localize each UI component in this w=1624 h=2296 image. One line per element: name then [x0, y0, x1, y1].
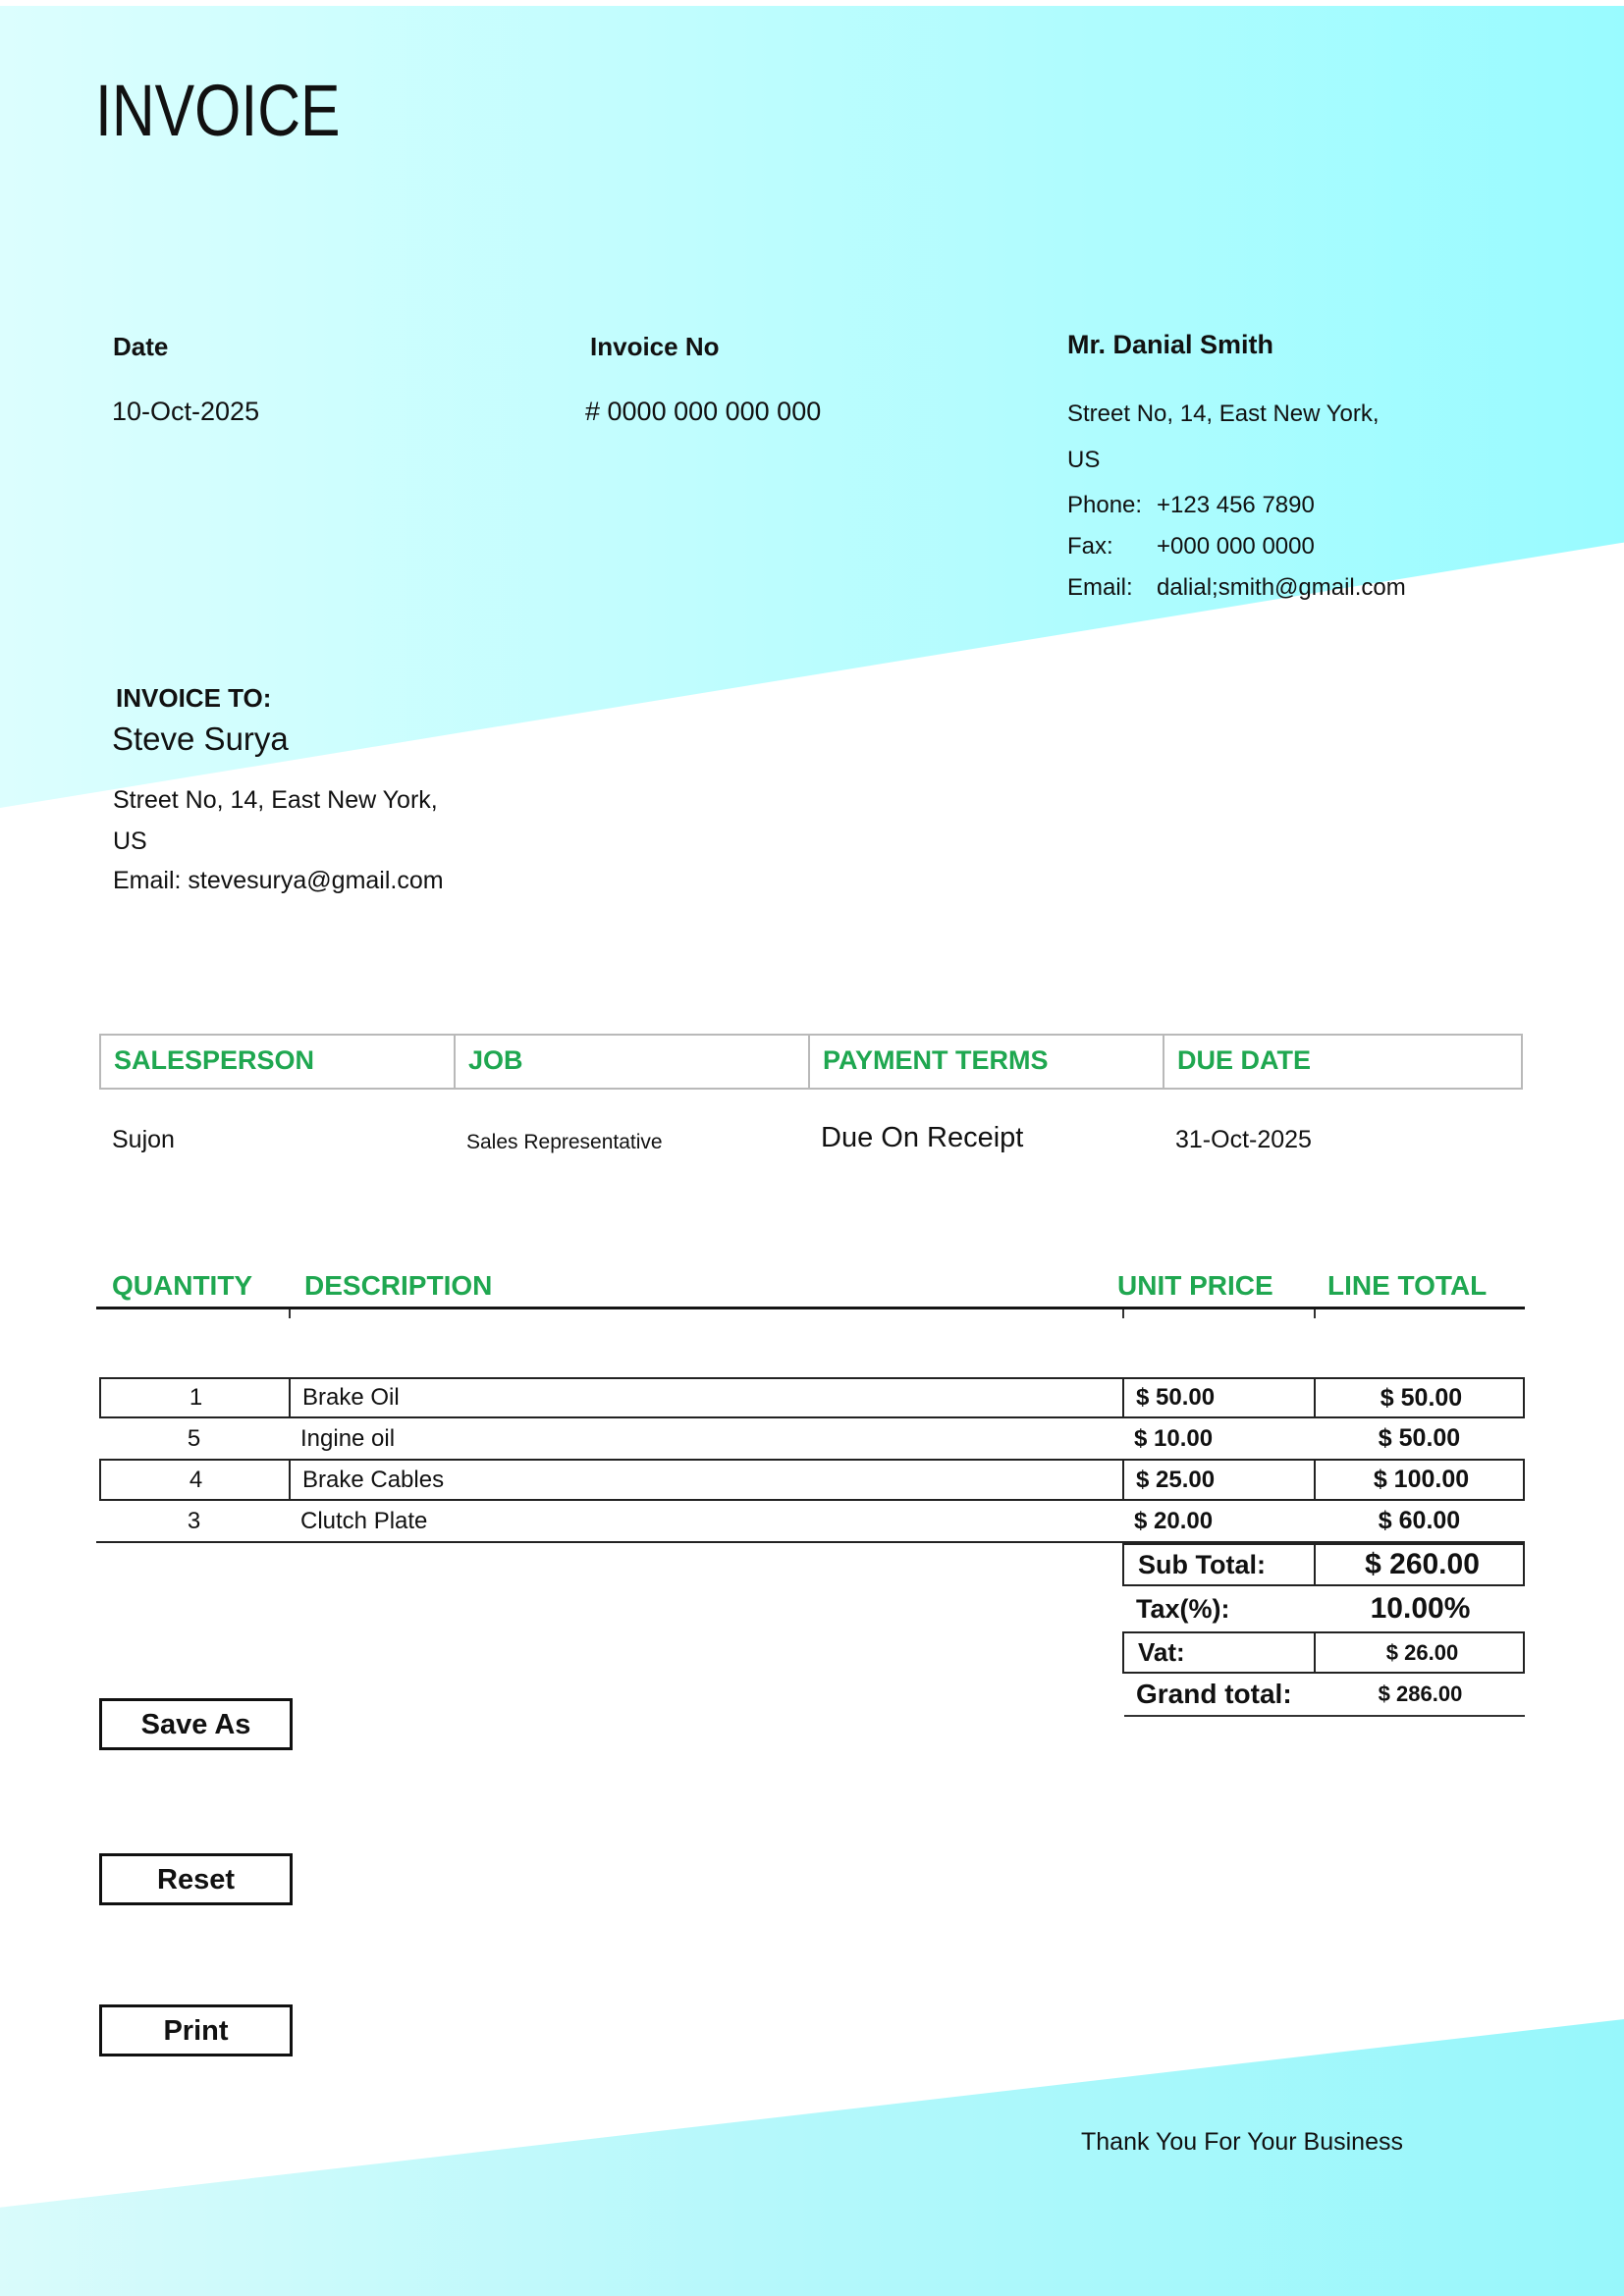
- footer-thank-you: Thank You For Your Business: [1080, 2128, 1403, 2156]
- bill-to-address-line1: Street No, 14, East New York,: [113, 786, 438, 814]
- item-row: [99, 1377, 1525, 1418]
- sales-info-table: [99, 1034, 1523, 1090]
- tax-value: 10.00%: [1370, 1592, 1471, 1625]
- item-unit-price: $ 50.00: [1136, 1384, 1216, 1411]
- items-header-quantity: QUANTITY: [112, 1270, 253, 1301]
- vat-row: [1122, 1631, 1525, 1674]
- sales-value-due-date: 31-Oct-2025: [1175, 1126, 1312, 1153]
- sender-email-value: dalial;smith@gmail.com: [1157, 574, 1406, 601]
- row-divider: [1314, 1545, 1316, 1584]
- bill-to-email: Email: stevesurya@gmail.com: [113, 867, 444, 894]
- item-line-total: $ 50.00: [1378, 1424, 1461, 1452]
- save-as-button[interactable]: Save As: [99, 1698, 293, 1750]
- sales-value-salesperson: Sujon: [112, 1126, 175, 1153]
- item-description: Brake Cables: [302, 1466, 445, 1493]
- item-description: Clutch Plate: [300, 1507, 428, 1534]
- sales-header-payment-terms: PAYMENT TERMS: [810, 1036, 1164, 1088]
- bill-to-heading: INVOICE TO:: [116, 683, 272, 713]
- sender-address-line1: Street No, 14, East New York,: [1067, 400, 1380, 427]
- sender-email-label: Email:: [1067, 574, 1133, 601]
- sales-header-salesperson: SALESPERSON: [101, 1036, 456, 1088]
- item-quantity: 5: [187, 1424, 201, 1452]
- sender-phone-value: +123 456 7890: [1157, 492, 1315, 518]
- page-title: INVOICE: [95, 70, 341, 151]
- sender-name: Mr. Danial Smith: [1067, 330, 1274, 359]
- item-line-total: $ 50.00: [1380, 1383, 1463, 1412]
- item-line-total: $ 60.00: [1378, 1507, 1461, 1534]
- item-description: Brake Oil: [302, 1384, 400, 1411]
- bill-to-address-line2: US: [113, 828, 147, 855]
- grand-total-row: [1122, 1674, 1525, 1715]
- sender-phone-label: Phone:: [1067, 492, 1143, 518]
- vat-value: $ 26.00: [1385, 1639, 1459, 1665]
- invoice-no-label: Invoice No: [590, 332, 720, 361]
- sales-value-job: Sales Representative: [466, 1131, 663, 1153]
- invoice-no-value: # 0000 000 000 000: [585, 397, 822, 426]
- item-row: [99, 1459, 1525, 1501]
- column-tick: [289, 1309, 291, 1318]
- grand-total-underline: [1124, 1715, 1525, 1717]
- item-unit-price: $ 25.00: [1136, 1466, 1216, 1493]
- items-header-description: DESCRIPTION: [304, 1270, 493, 1301]
- sender-fax-label: Fax:: [1067, 533, 1113, 560]
- sender-fax-value: +000 000 0000: [1157, 533, 1315, 560]
- vat-label: Vat:: [1138, 1637, 1185, 1667]
- sales-value-payment-terms: Due On Receipt: [821, 1122, 1024, 1153]
- tax-label: Tax(%):: [1136, 1593, 1230, 1624]
- item-row: [99, 1418, 1525, 1459]
- tax-row: [1122, 1586, 1525, 1631]
- bill-to-name: Steve Surya: [112, 721, 289, 757]
- item-line-total: $ 100.00: [1373, 1466, 1470, 1493]
- row-divider: [1122, 1379, 1124, 1416]
- row-divider: [1122, 1461, 1124, 1499]
- item-unit-price: $ 20.00: [1134, 1507, 1214, 1534]
- item-description: Ingine oil: [300, 1424, 396, 1452]
- items-header-line-total: LINE TOTAL: [1327, 1270, 1488, 1301]
- row-divider: [1314, 1633, 1316, 1672]
- items-header-underline: [96, 1307, 1525, 1309]
- reset-button[interactable]: Reset: [99, 1853, 293, 1905]
- print-button[interactable]: Print: [99, 2004, 293, 2056]
- sales-header-due-date: DUE DATE: [1177, 1045, 1312, 1075]
- subtotal-value: $ 260.00: [1365, 1548, 1480, 1580]
- sales-header-job: JOB: [456, 1036, 810, 1088]
- items-header-unit-price: UNIT PRICE: [1117, 1270, 1273, 1301]
- item-quantity: 1: [189, 1384, 203, 1411]
- subtotal-row: [1122, 1543, 1525, 1586]
- column-tick: [1314, 1309, 1316, 1318]
- grand-total-value: $ 286.00: [1378, 1682, 1463, 1706]
- subtotal-label: Sub Total:: [1138, 1549, 1266, 1579]
- date-label: Date: [113, 332, 169, 361]
- column-tick: [1122, 1309, 1124, 1318]
- date-value: 10-Oct-2025: [112, 397, 260, 426]
- item-row: [99, 1501, 1525, 1541]
- item-quantity: 3: [187, 1507, 201, 1534]
- item-unit-price: $ 10.00: [1134, 1424, 1214, 1452]
- sender-address-line2: US: [1067, 447, 1101, 473]
- grand-total-label: Grand total:: [1136, 1679, 1292, 1709]
- item-quantity: 4: [189, 1466, 203, 1493]
- footer-cyan-wedge: [0, 2019, 1624, 2296]
